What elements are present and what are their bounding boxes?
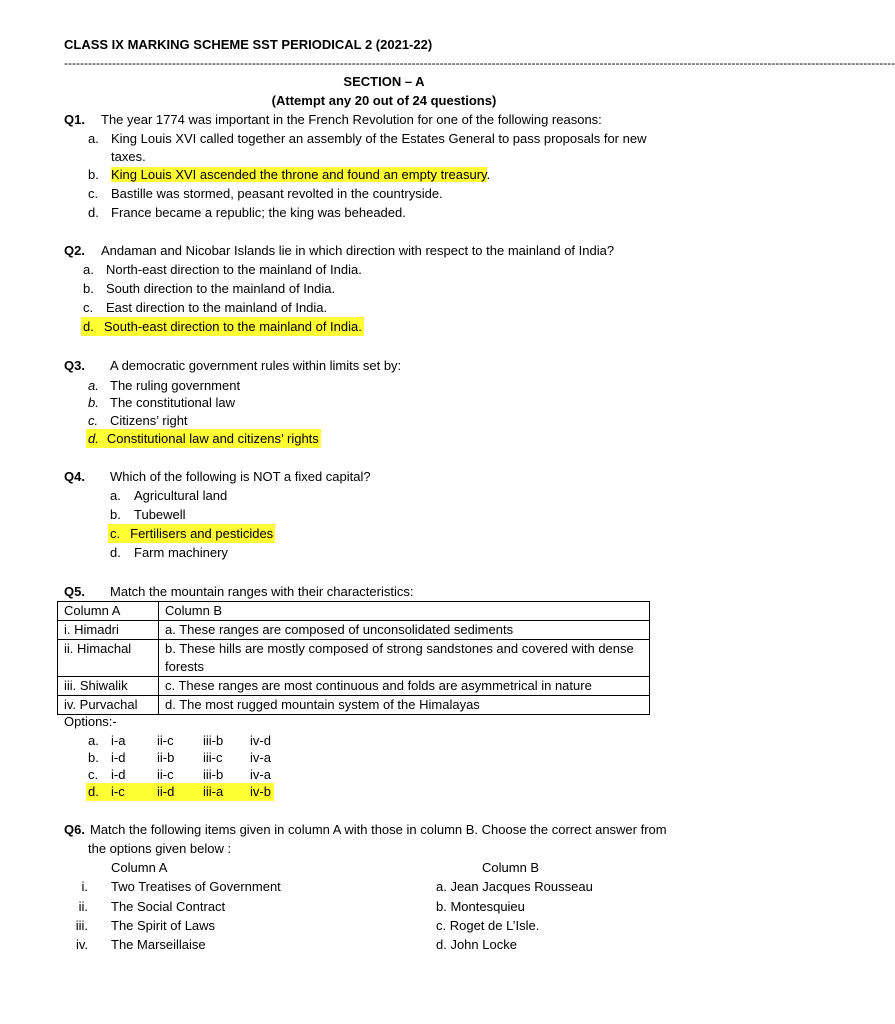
question-number: Q3. (64, 358, 85, 373)
column-a-item: The Social Contract (111, 899, 226, 914)
question-text-continued: the options given below : (88, 841, 232, 856)
option-label: a. (110, 488, 121, 503)
column-a-item: The Spirit of Laws (111, 918, 216, 933)
match-cell: ii-d (157, 784, 175, 799)
question-text: Andaman and Nicobar Islands lie in which direction with respect to the mainland of India? (101, 243, 615, 258)
correct-option (108, 524, 275, 543)
table-cell: b. These hills are mostly composed of strong sandstones and covered with dense forests (159, 640, 650, 677)
table-header-cell: Column A (58, 602, 159, 621)
match-cell: i-c (111, 784, 125, 799)
options-label: Options:- (64, 714, 117, 729)
match-cell: iii-a (203, 784, 224, 799)
match-cell: i-a (111, 733, 126, 748)
table-cell: iii. Shiwalik (58, 677, 159, 696)
question-number: Q2. (64, 243, 85, 258)
column-a-item: The Marseillaise (111, 937, 206, 952)
column-a-header: Column A (111, 860, 168, 875)
option-text: France became a republic; the king was beheaded. (111, 205, 406, 220)
option-text: South-east direction to the mainland of India. (103, 319, 362, 334)
match-cell: iv-b (250, 784, 271, 799)
section-title: SECTION – A (343, 74, 425, 89)
row-number: iv. (75, 937, 88, 952)
table-cell: ii. Himachal (58, 640, 159, 677)
document-title: CLASS IX MARKING SCHEME SST PERIODICAL 2 (2021-22) (64, 37, 433, 52)
match-cell: iv-a (250, 750, 271, 765)
column-b-item: d. John Locke (436, 937, 517, 952)
option-text: Constitutional law and citizens’ rights (106, 431, 319, 446)
column-b-item: c. Roget de L’Isle. (436, 918, 540, 933)
option-text: East direction to the mainland of India. (106, 300, 328, 315)
match-cell: i-d (111, 750, 126, 765)
question-text: The year 1774 was important in the French Revolution for one of the following reasons: (101, 112, 602, 127)
option-label: b. (88, 750, 99, 765)
option-label: d. (88, 205, 99, 220)
option-label: b. (83, 281, 94, 296)
option-label: c. (110, 526, 121, 541)
table-row (58, 696, 650, 715)
match-cell: ii-b (157, 750, 175, 765)
option-label: a. (88, 733, 99, 748)
option-label: c. (88, 413, 99, 428)
column-b-header: Column B (482, 860, 540, 875)
option-text: The ruling government (110, 378, 241, 393)
correct-option (81, 317, 364, 336)
match-cell: i-d (111, 767, 126, 782)
match-cell: iv-a (250, 767, 271, 782)
option-tail: . (486, 167, 491, 182)
table-row (58, 677, 650, 696)
table-cell: d. The most rugged mountain system of the Himalayas (159, 696, 650, 715)
option-text: South direction to the mainland of India. (106, 281, 336, 296)
match-cell: iv-d (250, 733, 271, 748)
question-number: Q5. (64, 584, 85, 599)
column-b-item: b. Montesquieu (436, 899, 525, 914)
question-text: Which of the following is NOT a fixed capital? (110, 469, 371, 484)
row-number: iii. (75, 918, 88, 933)
question-text: Match the mountain ranges with their characteristics: (110, 584, 414, 599)
question-text: A democratic government rules within limits set by: (110, 358, 402, 373)
row-number: ii. (78, 899, 88, 914)
column-a-item: Two Treatises of Government (111, 879, 281, 894)
option-text: North-east direction to the mainland of India. (106, 262, 362, 277)
question-text: Match the following items given in column A with those in column B. Choose the correct answer from (90, 822, 667, 837)
option-text: Fertilisers and pesticides (130, 526, 274, 541)
option-text: Bastille was stormed, peasant revolted in the countryside. (111, 186, 443, 201)
table-cell: i. Himadri (58, 621, 159, 640)
option-label: b. (88, 167, 99, 182)
option-text: King Louis XVI called together an assembly of the Estates General to pass proposals for new (111, 131, 647, 146)
match-cell: iii-b (203, 767, 224, 782)
question-number: Q1. (64, 112, 85, 127)
section-instruction: (Attempt any 20 out of 24 questions) (271, 93, 497, 108)
option-label: c. (88, 186, 99, 201)
table-header-row (58, 602, 650, 621)
mountain-ranges-table (57, 601, 650, 715)
option-label: b. (110, 507, 121, 522)
option-label: b. (88, 395, 99, 410)
table-cell: iv. Purvachal (58, 696, 159, 715)
table-cell: c. These ranges are most continuous and folds are asymmetrical in nature (159, 677, 650, 696)
column-b-item: a. Jean Jacques Rousseau (436, 879, 593, 894)
option-label: a. (88, 131, 99, 146)
option-text-continued: taxes. (111, 149, 146, 164)
dashed-rule: ---------------------------------------------------------------------------------------------------------------------------------------------------------------------------------------------------------------- (64, 56, 895, 70)
option-label: d. (88, 784, 99, 799)
option-text: The constitutional law (110, 395, 236, 410)
match-cell: ii-c (157, 733, 174, 748)
option-label: d. (88, 431, 99, 446)
table-row (58, 621, 650, 640)
correct-option (111, 165, 490, 184)
table-header-cell: Column B (159, 602, 650, 621)
correct-option (86, 429, 321, 448)
row-number: i. (81, 879, 88, 894)
option-label: c. (88, 767, 99, 782)
match-cell: iii-c (203, 750, 223, 765)
match-cell: ii-c (157, 767, 174, 782)
answer-highlight: King Louis XVI ascended the throne and found an empty treasury (111, 167, 487, 182)
option-text: Agricultural land (134, 488, 228, 503)
option-label: a. (83, 262, 94, 277)
question-number: Q6. (64, 822, 85, 837)
option-text: Citizens’ right (110, 413, 188, 428)
match-cell: iii-b (203, 733, 224, 748)
question-number: Q4. (64, 469, 85, 484)
option-label: d. (83, 319, 94, 334)
table-row (58, 640, 650, 677)
option-label: d. (110, 545, 121, 560)
option-label: c. (83, 300, 94, 315)
table-cell: a. These ranges are composed of unconsolidated sediments (159, 621, 650, 640)
option-text: Farm machinery (134, 545, 228, 560)
option-text: Tubewell (134, 507, 186, 522)
option-label: a. (88, 378, 99, 393)
